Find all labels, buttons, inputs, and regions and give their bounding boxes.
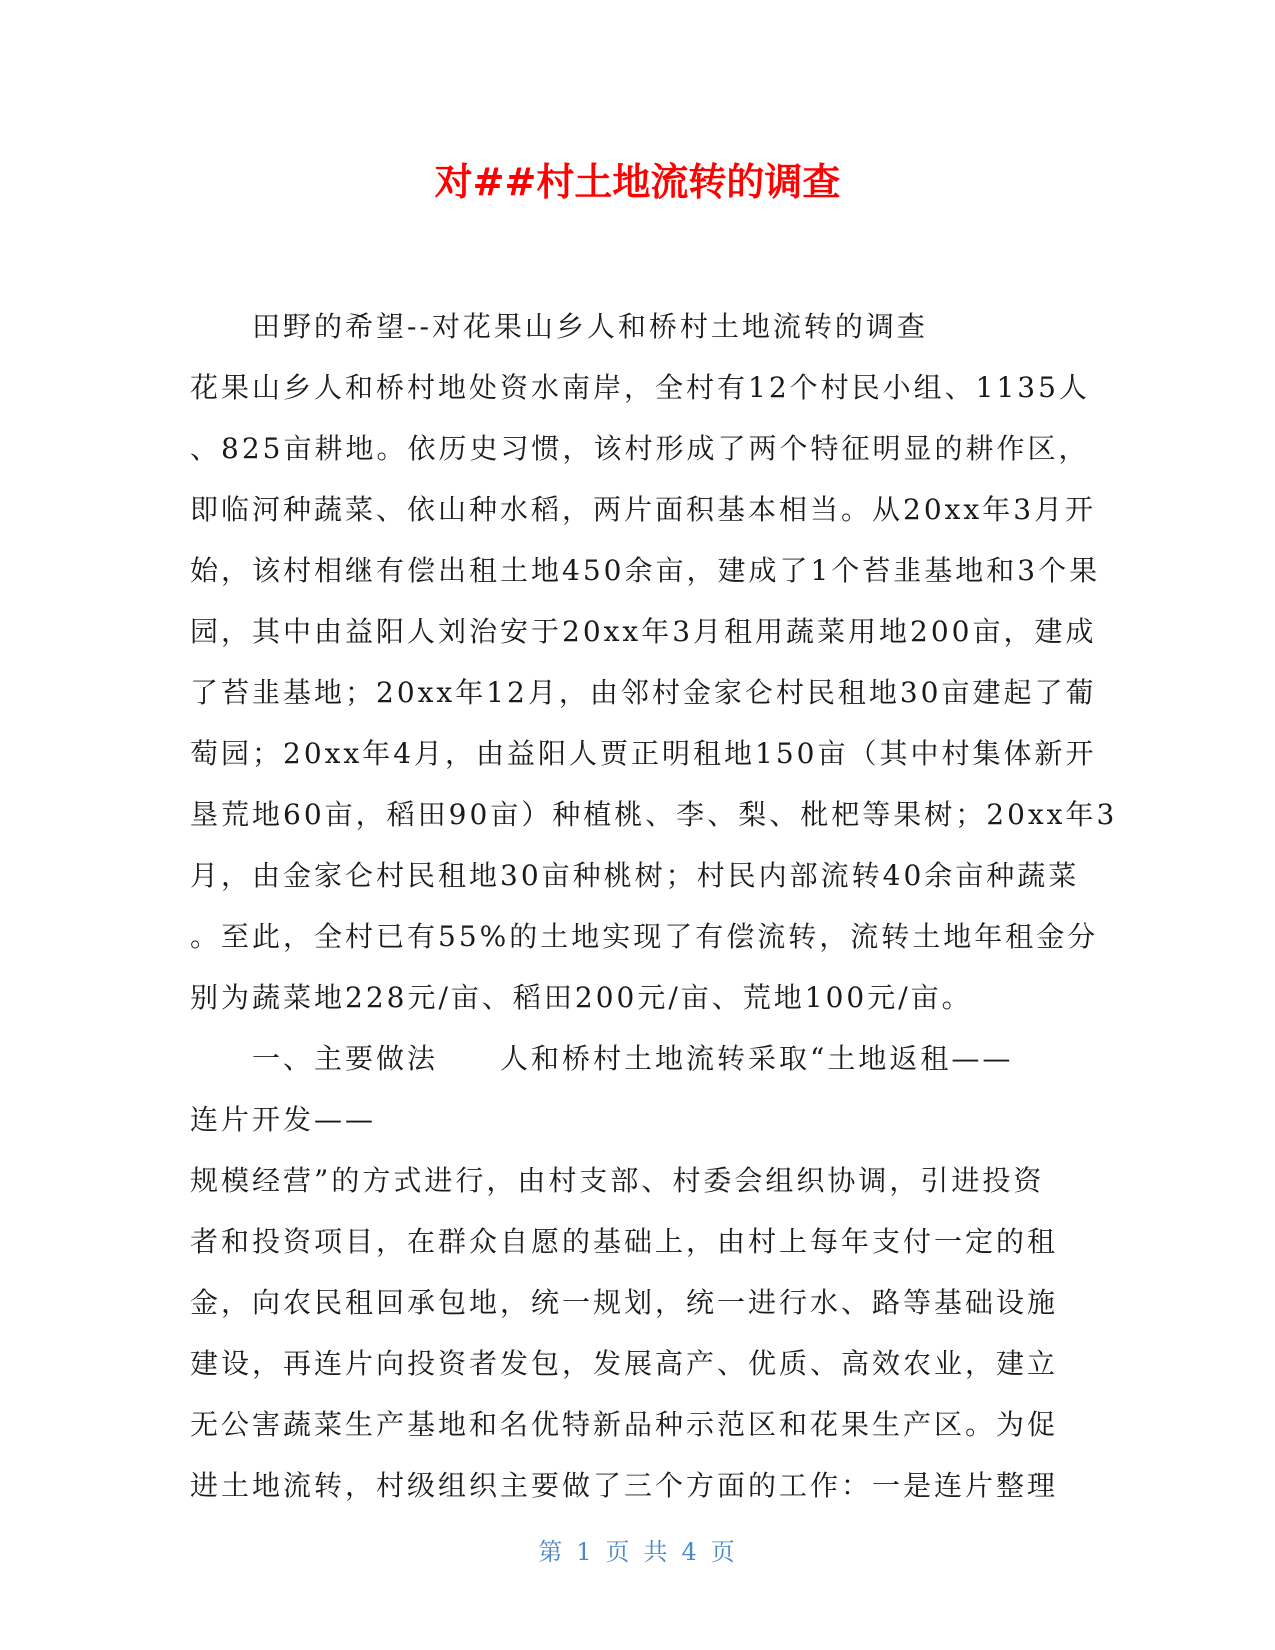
page-label-mid: 页 bbox=[605, 1538, 632, 1566]
paragraph-line: 即临河种蔬菜、依山种水稻，两片面积基本相当。从20xx年3月开 bbox=[190, 493, 1097, 526]
paragraph-line: 进土地流转，村级组织主要做了三个方面的工作：一是连片整理 bbox=[190, 1469, 1059, 1502]
paragraph-line: 垦荒地60亩，稻田90亩）种植桃、李、梨、枇杷等果树；20xx年3 bbox=[190, 798, 1118, 831]
paragraph-line: 规模经营”的方式进行，由村支部、村委会组织协调，引进投资 bbox=[190, 1164, 1045, 1197]
section-heading-line: 一、主要做法 人和桥村土地流转采取“土地返租—— bbox=[252, 1042, 1014, 1075]
paragraph-line: 花果山乡人和桥村地处资水南岸，全村有12个村民小组、1135人 bbox=[190, 371, 1090, 404]
total-label: 共 bbox=[643, 1538, 670, 1566]
paragraph-line: 无公害蔬菜生产基地和名优特新品种示范区和花果生产区。为促 bbox=[190, 1408, 1059, 1441]
paragraph-line: 月，由金家仑村民租地30亩种桃树；村民内部流转40余亩种蔬菜 bbox=[190, 859, 1080, 892]
paragraph-line: 别为蔬菜地228元/亩、稻田200元/亩、荒地100元/亩。 bbox=[190, 981, 973, 1014]
page-footer bbox=[0, 1532, 1275, 1567]
paragraph-line: 始，该村相继有偿出租土地450余亩，建成了1个苔韭基地和3个果 bbox=[190, 554, 1101, 587]
page-label-suffix: 页 bbox=[710, 1538, 737, 1566]
paragraph-line: 连片开发—— bbox=[190, 1103, 377, 1136]
document-body bbox=[190, 296, 1118, 1516]
page-label-prefix: 第 bbox=[538, 1538, 565, 1566]
paragraph-line: 萄园；20xx年4月，由益阳人贾正明租地150亩（其中村集体新开 bbox=[190, 737, 1097, 770]
paragraph-line: 者和投资项目，在群众自愿的基础上，由村上每年支付一定的租 bbox=[190, 1225, 1059, 1258]
document-title: 对##村土地流转的调查 bbox=[434, 160, 841, 204]
paragraph-line: 金，向农民租回承包地，统一规划，统一进行水、路等基础设施 bbox=[190, 1286, 1059, 1319]
paragraph-line: 建设，再连片向投资者发包，发展高产、优质、高效农业，建立 bbox=[190, 1347, 1059, 1380]
paragraph-line: 园，其中由益阳人刘治安于20xx年3月租用蔬菜用地200亩，建成 bbox=[190, 615, 1097, 648]
current-page-number: 1 bbox=[576, 1538, 594, 1566]
subtitle-line: 田野的希望--对花果山乡人和桥村土地流转的调查 bbox=[252, 310, 928, 343]
paragraph-line: 了苔韭基地；20xx年12月，由邻村金家仑村民租地30亩建起了葡 bbox=[190, 676, 1097, 709]
paragraph-line: 、825亩耕地。依历史习惯，该村形成了两个特征明显的耕作区， bbox=[190, 432, 1090, 465]
paragraph-line: 。至此，全村已有55%的土地实现了有偿流转，流转土地年租金分 bbox=[190, 920, 1099, 953]
total-pages-number: 4 bbox=[681, 1538, 699, 1566]
